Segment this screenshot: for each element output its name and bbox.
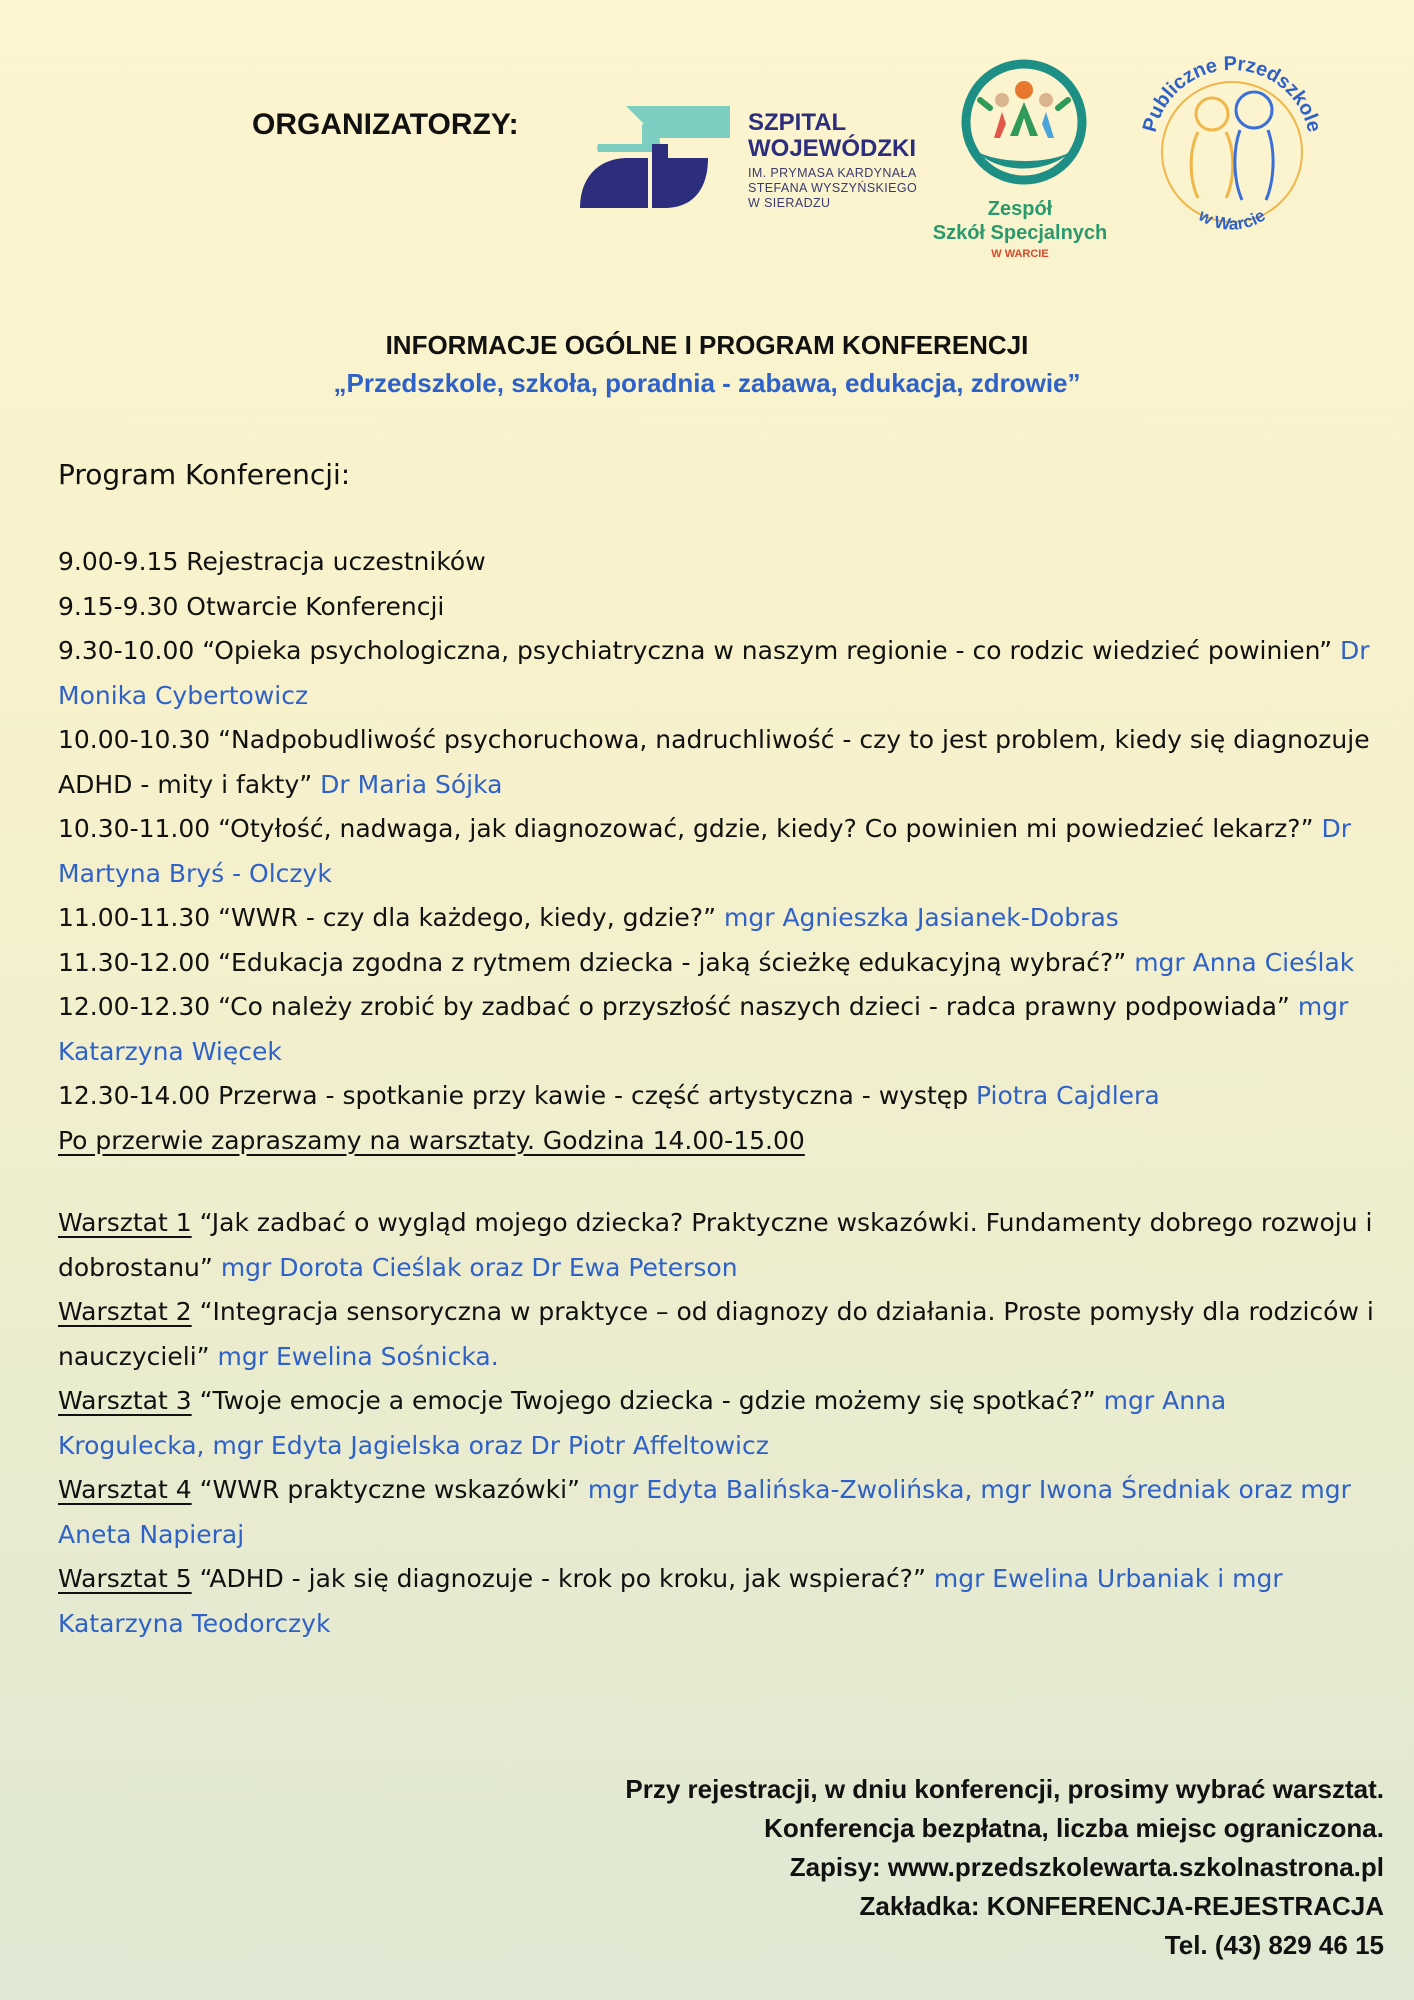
speaker-name: mgr Dorota Cieślak oraz Dr Ewa Peterson [220, 1252, 738, 1282]
workshop-item: Warsztat 1 “Jak zadbać o wygląd mojego dziecka? Praktyczne wskazówki. Fundamenty dobrego rozwoju i dobrostanu” mgr Dorota Cieślak oraz Dr Ewa Peterson [58, 1208, 1373, 1282]
speaker-name: mgr Katarzyna Więcek [58, 992, 1349, 1066]
footer-signup-url[interactable]: Zapisy: www.przedszkolewarta.szkolnastrona.pl [789, 1852, 1384, 1882]
workshop-item: Warsztat 5 “ADHD - jak się diagnozuje - krok po kroku, jak wspierać?” mgr Ewelina Urbaniak i mgr Katarzyna Teodorczyk [58, 1564, 1283, 1638]
hospital-name-line2: WOJEWÓDZKI [748, 135, 916, 162]
footer-info [484, 1770, 1384, 1965]
hospital-cross-icon [578, 104, 738, 216]
program-item: 12.00-12.30 “Co należy zrobić by zadbać o przyszłość naszych dzieci - radca prawny podpowiada” mgr Katarzyna Więcek [58, 992, 1349, 1066]
footer-free-note: Konferencja bezpłatna, liczba miejsc ograniczona. [764, 1813, 1384, 1843]
hospital-sub2: STEFANA WYSZYŃSKIEGO [748, 181, 918, 195]
workshop-label: Warsztat 3 [58, 1386, 192, 1415]
school-name-line3: W WARCIE [991, 248, 1049, 260]
hospital-logo [578, 104, 938, 216]
school-name-line1: Zespół [987, 198, 1053, 220]
program-item: 10.00-10.30 “Nadpobudliwość psychoruchowa, nadruchliwość - czy to jest problem, kiedy się diagnozuje ADHD - mity i fakty” Dr Maria Sójka [58, 725, 1370, 799]
program-item: 9.15-9.30 Otwarcie Konferencji [58, 591, 445, 621]
school-name-line2: Szkół Specjalnych [932, 222, 1108, 244]
preschool-emblem-icon [1126, 40, 1336, 250]
program-heading: Program Konferencji: [58, 458, 351, 491]
program-schedule [58, 540, 1378, 1646]
program-item: 9.30-10.00 “Opieka psychologiczna, psychiatryczna w naszym regionie - co rodzic wiedzieć powinien” Dr Monika Cybertowicz [58, 636, 1370, 710]
speaker-name: mgr Ewelina Sośnicka. [217, 1341, 499, 1371]
workshop-label: Warsztat 4 [58, 1475, 192, 1504]
workshop-label: Warsztat 2 [58, 1297, 192, 1326]
speaker-name: mgr Anna Cieślak [1134, 947, 1355, 977]
preschool-arc-bottom: w Warcie [1195, 205, 1269, 234]
speaker-name: mgr Ewelina Urbaniak i mgr Katarzyna Teodorczyk [58, 1564, 1283, 1638]
page-subtitle: „Przedszkole, szkoła, poradnia - zabawa, edukacja, zdrowie” [333, 368, 1081, 398]
page-title: INFORMACJE OGÓLNE I PROGRAM KONFERENCJI [385, 330, 1029, 360]
footer-phone: Tel. (43) 829 46 15 [1164, 1930, 1384, 1960]
preschool-logo [1126, 40, 1336, 250]
speaker-name: Dr Martyna Bryś - Olczyk [58, 814, 1352, 888]
program-item: 11.00-11.30 “WWR - czy dla każdego, kiedy, gdzie?” mgr Agnieszka Jasianek-Dobras [58, 903, 1119, 932]
speaker-name: Piotra Cajdlera [976, 1081, 1160, 1110]
hospital-sub1: IM. PRYMASA KARDYNAŁA [748, 166, 917, 180]
workshop-item: Warsztat 4 “WWR praktyczne wskazówki” mgr Edyta Balińska-Zwolińska, mgr Iwona Średniak oraz mgr Aneta Napieraj [58, 1475, 1351, 1549]
speaker-name: Dr Maria Sójka [320, 769, 503, 799]
footer-registration-note: Przy rejestracji, w dniu konferencji, prosimy wybrać warsztat. [625, 1774, 1384, 1804]
workshop-item: Warsztat 3 “Twoje emocje a emocje Twojego dziecka - gdzie możemy się spotkać?” mgr Anna Krogulecka, mgr Edyta Jagielska oraz Dr Piotr Affeltowicz [58, 1386, 1227, 1460]
break-note: Po przerwie zapraszamy na warsztaty. Godzina 14.00-15.00 [58, 1125, 805, 1155]
speaker-name: mgr Edyta Balińska-Zwolińska, mgr Iwona Średniak oraz mgr Aneta Napieraj [58, 1475, 1351, 1549]
program-item: 12.30-14.00 Przerwa - spotkanie przy kawie - część artystyczna - występ Piotra Cajdlera [58, 1081, 1160, 1110]
workshop-label: Warsztat 1 [58, 1208, 192, 1237]
speaker-name: mgr Anna Krogulecka, mgr Edyta Jagielska oraz Dr Piotr Affeltowicz [58, 1386, 1227, 1460]
program-item: 11.30-12.00 “Edukacja zgodna z rytmem dziecka - jaką ścieżkę edukacyjną wybrać?” mgr Anna Cieślak [58, 947, 1355, 977]
program-item: 9.00-9.15 Rejestracja uczestników [58, 547, 486, 576]
svg-text:w Warcie [1195, 205, 1269, 234]
footer-tab-note: Zakładka: KONFERENCJA-REJESTRACJA [859, 1891, 1384, 1921]
school-emblem-icon [930, 56, 1110, 196]
speaker-name: mgr Agnieszka Jasianek-Dobras [724, 903, 1119, 932]
hospital-name-line1: SZPITAL [748, 109, 847, 136]
program-item: 10.30-11.00 “Otyłość, nadwaga, jak diagnozować, gdzie, kiedy? Co powinien mi powiedzieć lekarz?” Dr Martyna Bryś - Olczyk [58, 814, 1352, 888]
workshop-item: Warsztat 2 “Integracja sensoryczna w praktyce – od diagnozy do działania. Proste pomysły dla rodziców i nauczycieli” mgr Ewelina Sośnicka. [58, 1297, 1374, 1371]
svg-text:Publiczne Przedszkole [1139, 53, 1325, 135]
workshop-label: Warsztat 5 [58, 1564, 192, 1593]
hospital-sub3: W SIERADZU [748, 196, 831, 210]
preschool-arc-top: Publiczne Przedszkole [1138, 52, 1326, 135]
organizers-label: ORGANIZATORZY: [252, 108, 519, 141]
school-logo [930, 56, 1110, 260]
speaker-name: Dr Monika Cybertowicz [58, 636, 1370, 710]
